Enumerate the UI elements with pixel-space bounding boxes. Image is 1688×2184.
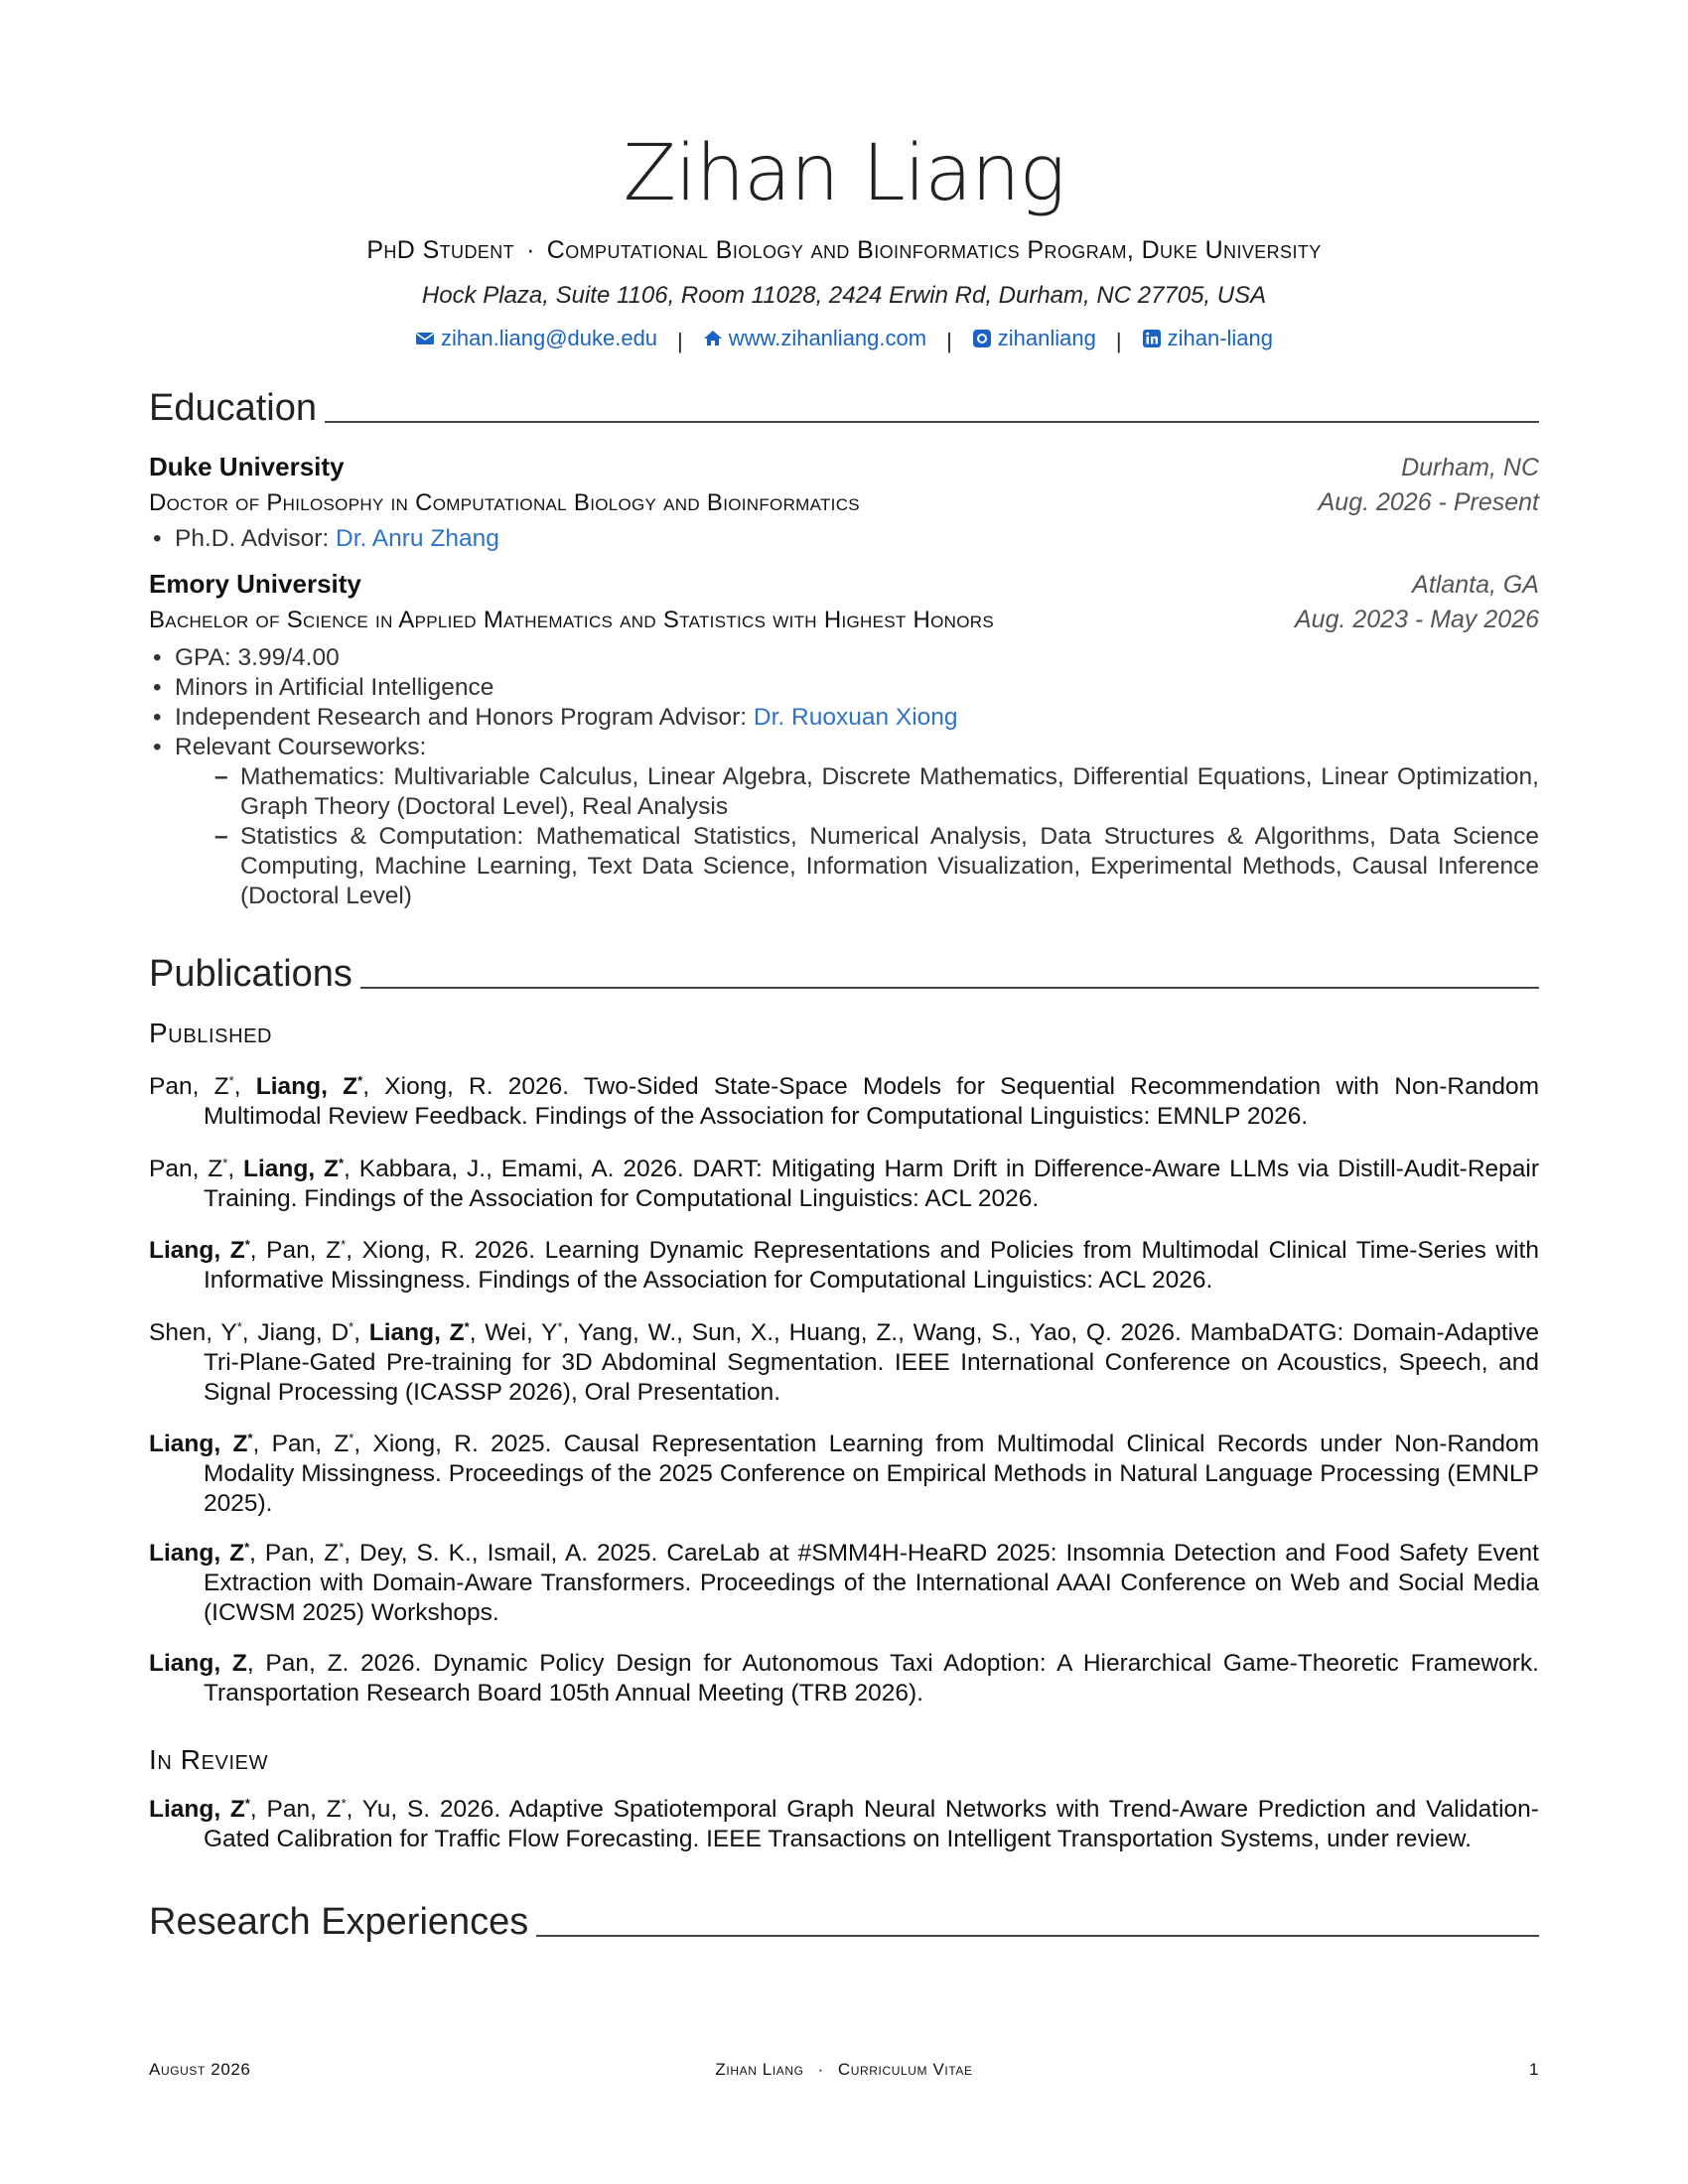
self-author: Liang, Z	[149, 1650, 247, 1677]
degree-title: Bachelor of Science in Applied Mathematics and Statistics with Highest Honors	[149, 607, 994, 633]
github-label: zihanliang	[997, 326, 1096, 350]
publication-entry: Liang, Z*, Pan, Z*, Xiong, R. 2026. Learning Dynamic Representations and Policies from Multimodal Clinical Time-Series with Informative Missingness. Findings of the Association for Computational Linguistics: ACL 2026.	[149, 1236, 1539, 1294]
email-link[interactable]	[415, 324, 657, 353]
publication-entry: Liang, Z*, Pan, Z*, Yu, S. 2026. Adaptive Spatiotemporal Graph Neural Networks with Trend-Aware Prediction and Validation-Gated Calibration for Traffic Flow Forecasting. IEEE Transactions on Intelligent Transportation Systems, under review.	[149, 1795, 1539, 1852]
equal-contrib-mark: *	[464, 1318, 470, 1334]
list-item	[149, 733, 1539, 911]
emory-bullets	[149, 643, 1539, 911]
contact-separator: |	[1115, 329, 1122, 353]
citation-text: , Dey, S. K., Ismail, A. 2025. CareLab at #SMM4H-HeaRD 2025: Insomnia Detection and Food Safety Event Extraction with Domain-Aware Transformers. Proceedings of the International AAAI Conference on Web and Social Media (ICWSM 2025) Workshops.	[204, 1540, 1539, 1626]
website-link[interactable]	[703, 324, 926, 353]
home-icon	[703, 329, 723, 348]
degree-dates: Aug. 2023 - May 2026	[1295, 606, 1539, 633]
equal-contrib-mark: *	[244, 1539, 250, 1555]
author: Jiang, D	[257, 1319, 350, 1346]
self-author: Liang, Z	[149, 1540, 245, 1567]
author: Pan, Z	[266, 1237, 342, 1264]
author: Pan, Z	[266, 1796, 342, 1823]
equal-contrib-mark: *	[557, 1318, 563, 1334]
equal-contrib-mark: *	[244, 1236, 250, 1252]
section-rule	[360, 987, 1539, 989]
coursework-item: – Statistics & Computation: Mathematical Statistics, Numerical Analysis, Data Structures & Algorithms, Data Science Computing, Machine Learning, Text Data Science, Information Visualization, Experimental Methods, Causal Inference (Doctoral Level)	[175, 822, 1539, 911]
degree-title: Doctor of Philosophy in Computational Biology and Bioinformatics	[149, 489, 860, 516]
author: Wei, Y	[485, 1319, 558, 1346]
self-author: Liang, Z	[149, 1796, 245, 1823]
publication-entry: Pan, Z*, Liang, Z*, Kabbara, J., Emami, A. 2026. DART: Mitigating Harm Drift in Difference-Aware LLMs via Distill-Audit-Repair Training. Findings of the Association for Computational Linguistics: ACL 2026.	[149, 1155, 1539, 1212]
self-author: Liang, Z	[255, 1073, 358, 1100]
institution-location: Durham, NC	[1401, 454, 1539, 481]
publication-entry: Liang, Z*, Pan, Z*, Xiong, R. 2025. Causal Representation Learning from Multimodal Clinical Records under Non-Random Modality Missingness. Proceedings of the 2025 Conference on Empirical Methods in Natural Language Processing (EMNLP 2025).	[149, 1430, 1539, 1517]
self-author: Liang, Z	[243, 1156, 339, 1182]
list-item	[149, 643, 1539, 673]
equal-contrib-mark: *	[244, 1795, 250, 1811]
citation-text: , Xiong, R. 2026. Two-Sided State-Space Models for Sequential Recommendation with Non-Random Multimodal Review Feedback. Findings of the Association for Computational Linguistics: EMNLP 2026.	[204, 1073, 1539, 1130]
address: Hock Plaza, Suite 1106, Room 11028, 2424 Erwin Rd, Durham, NC 27705, USA	[421, 282, 1267, 309]
bullet-text: Independent Research and Honors Program Advisor:	[175, 704, 754, 731]
equal-contrib-mark: *	[228, 1072, 234, 1088]
advisor-link[interactable]: Dr. Ruoxuan Xiong	[753, 704, 958, 731]
citation-text: , Yu, S. 2026. Adaptive Spatiotemporal Graph Neural Networks with Trend-Aware Prediction and Validation-Gated Calibration for Traffic Flow Forecasting. IEEE Transactions on Intelligent Transportation Systems, under review.	[204, 1796, 1539, 1852]
website-label: www.zihanliang.com	[728, 326, 927, 350]
author: Pan, Z	[264, 1540, 340, 1567]
separator-dot: ·	[817, 2060, 824, 2079]
equal-contrib-mark: *	[338, 1155, 345, 1170]
equal-contrib-mark: *	[247, 1430, 253, 1445]
coursework-item: – Mathematics: Multivariable Calculus, Linear Algebra, Discrete Mathematics, Differential Equations, Linear Optimization, Graph Theory (Doctoral Level), Real Analysis	[175, 762, 1539, 822]
institution-location: Atlanta, GA	[1412, 571, 1539, 599]
list-item	[149, 673, 1539, 703]
list-item	[149, 524, 1539, 554]
footer-date: August 2026	[149, 2060, 251, 2079]
envelope-icon	[415, 329, 435, 348]
github-icon	[972, 329, 992, 348]
linkedin-link[interactable]	[1142, 324, 1273, 353]
publication-entry: Shen, Y*, Jiang, D*, Liang, Z*, Wei, Y*, Yang, W., Sun, X., Huang, Z., Wang, S., Yao, Q. 2026. MambaDATG: Domain-Adaptive Tri-Plane-Gated Pre-training for 3D Abdominal Segmentation. IEEE International Conference on Acoustics, Speech, and Signal Processing (ICASSP 2026), Oral Presentation.	[149, 1318, 1539, 1406]
publication-entry	[149, 1649, 1539, 1708]
institution-name: Duke University	[149, 452, 345, 481]
section-title: Research Experiences	[149, 1901, 529, 1943]
linkedin-icon	[1142, 329, 1162, 348]
publication-entry: Pan, Z*, Liang, Z*, Xiong, R. 2026. Two-Sided State-Space Models for Sequential Recommendation with Non-Random Multimodal Review Feedback. Findings of the Association for Computational Linguistics: EMNLP 2026.	[149, 1072, 1539, 1130]
author: Pan, Z	[149, 1156, 223, 1182]
author: Shen, Y	[149, 1319, 237, 1346]
separator-dot: ·	[526, 236, 535, 264]
bullet-text: Minors in Artificial Intelligence	[175, 674, 494, 701]
equal-contrib-mark: *	[222, 1155, 228, 1170]
footer-title	[149, 2059, 1539, 2081]
institution-name: Emory University	[149, 569, 361, 599]
equal-contrib-mark: *	[349, 1318, 354, 1334]
section-rule	[325, 421, 1539, 423]
linkedin-label: zihan-liang	[1167, 326, 1273, 350]
degree-dates: Aug. 2026 - Present	[1318, 488, 1539, 516]
self-author: Liang, Z	[149, 1237, 245, 1264]
equal-contrib-mark: *	[339, 1539, 345, 1555]
research-section-heading	[149, 1896, 1539, 1944]
citation-text: , Pan, Z. 2026. Dynamic Policy Design for Autonomous Taxi Adoption: A Hierarchical Game-Theoretic Framework. Transportation Research Board 105th Annual Meeting (TRB 2026).	[204, 1650, 1539, 1706]
contact-separator: |	[677, 329, 683, 353]
author: Pan, Z	[149, 1073, 229, 1100]
citation-text: , Yang, W., Sun, X., Huang, Z., Wang, S., Yao, Q. 2026. MambaDATG: Domain-Adaptive Tri-Plane-Gated Pre-training for 3D Abdominal Segmentation. IEEE International Conference on Acoustics, Speech, and Signal Processing (ICASSP 2026), Oral Presentation.	[204, 1319, 1539, 1406]
equal-contrib-mark: *	[341, 1795, 347, 1811]
duke-bullets	[149, 524, 1539, 554]
contact-separator: |	[946, 329, 952, 353]
published-subheading: Published	[149, 1018, 273, 1048]
equal-contrib-mark: *	[349, 1430, 354, 1445]
in-review-subheading: In Review	[149, 1744, 269, 1775]
cv-name: Zihan Liang	[623, 129, 1065, 218]
degree-row	[149, 602, 1539, 638]
citation-text: , Xiong, R. 2026. Learning Dynamic Representations and Policies from Multimodal Clinical Time-Series with Informative Missingness. Findings of the Association for Computational Linguistics: ACL 2026.	[204, 1237, 1539, 1294]
bullet-text: Ph.D. Advisor:	[175, 525, 337, 552]
list-item	[149, 703, 1539, 733]
position-title: PhD Student	[366, 236, 515, 264]
section-title: Education	[149, 387, 318, 429]
bullet-text: GPA: 3.99/4.00	[175, 644, 340, 671]
contact-links	[149, 324, 1539, 356]
position-line	[149, 234, 1539, 266]
cv-page	[149, 0, 1539, 2184]
section-rule	[536, 1935, 1539, 1937]
publications-section-heading	[149, 948, 1539, 996]
section-title: Publications	[149, 953, 352, 995]
github-link[interactable]	[972, 324, 1096, 353]
education-entry-duke	[149, 449, 1539, 485]
footer-doc-title: Curriculum Vitae	[837, 2060, 973, 2079]
education-entry-emory	[149, 566, 1539, 603]
self-author: Liang, Z	[368, 1319, 465, 1346]
equal-contrib-mark: *	[357, 1072, 363, 1088]
education-section-heading	[149, 382, 1539, 430]
page-number: 1	[1528, 2060, 1539, 2079]
affiliation: Computational Biology and Bioinformatics Program, Duke University	[546, 236, 1322, 264]
coursework-list	[175, 762, 1539, 911]
author: Pan, Z	[271, 1431, 350, 1457]
citation-text: , Kabbara, J., Emami, A. 2026. DART: Mitigating Harm Drift in Difference-Aware LLMs via Distill-Audit-Repair Training. Findings of the Association for Computational Linguistics: ACL 2026.	[204, 1156, 1539, 1212]
publication-entry: Liang, Z*, Pan, Z*, Dey, S. K., Ismail, A. 2025. CareLab at #SMM4H-HeaRD 2025: Insomnia Detection and Food Safety Event Extraction with Domain-Aware Transformers. Proceedings of the International AAAI Conference on Web and Social Media (ICWSM 2025) Workshops.	[149, 1539, 1539, 1626]
self-author: Liang, Z	[149, 1431, 248, 1457]
citation-text: , Xiong, R. 2025. Causal Representation Learning from Multimodal Clinical Records under Non-Random Modality Missingness. Proceedings of the 2025 Conference on Empirical Methods in Natural Language Processing (EMNLP 2025).	[204, 1431, 1539, 1517]
advisor-link[interactable]: Dr. Anru Zhang	[336, 525, 499, 552]
footer-name: Zihan Liang	[715, 2060, 804, 2079]
degree-row	[149, 484, 1539, 521]
email-label: zihan.liang@duke.edu	[441, 326, 658, 350]
equal-contrib-mark: *	[341, 1236, 347, 1252]
bullet-text: Relevant Courseworks:	[175, 734, 427, 760]
equal-contrib-mark: *	[236, 1318, 242, 1334]
